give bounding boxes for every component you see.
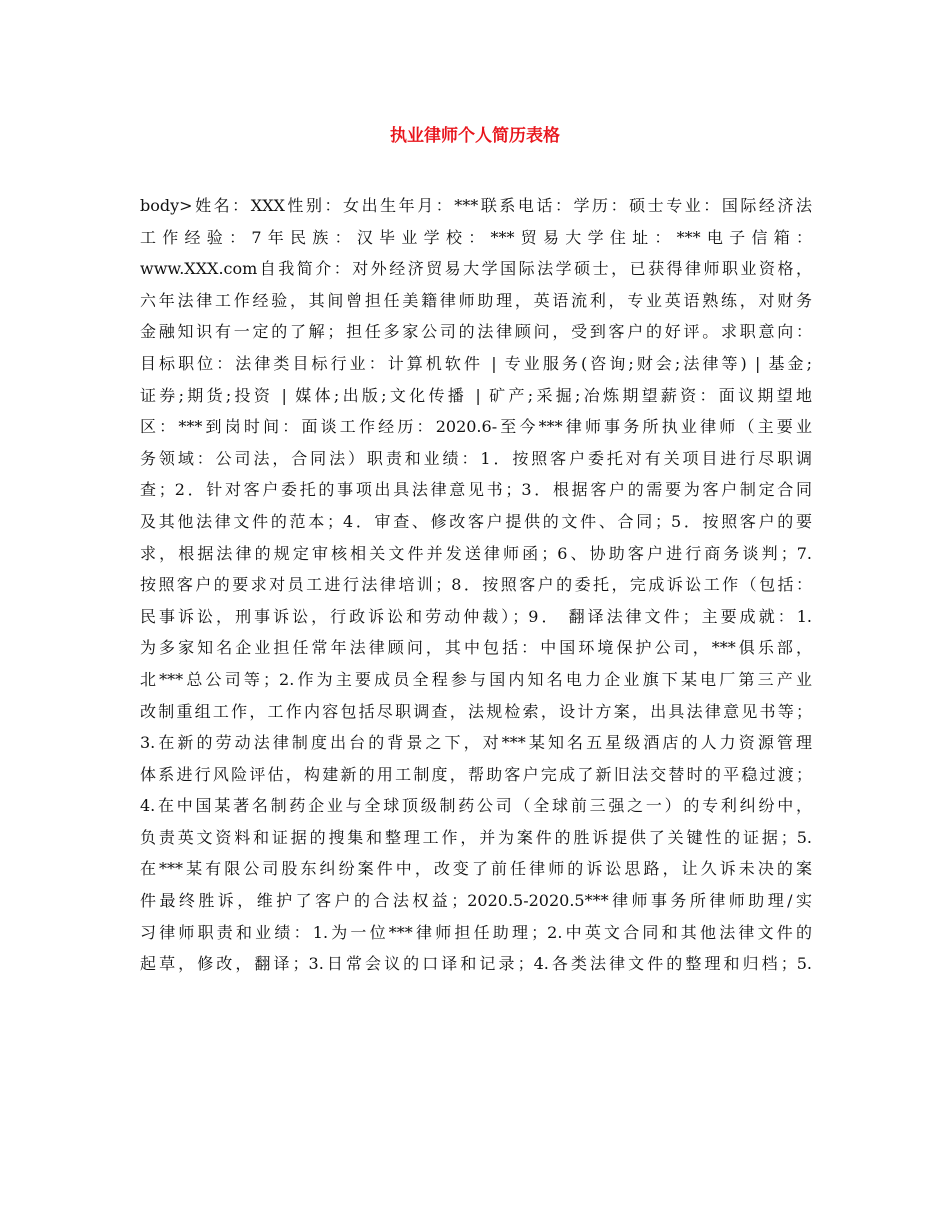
document-title: 执业律师个人简历表格 xyxy=(390,126,560,146)
body-line: 务领域：公司法，合同法）职责和业绩：1．按照客户委托对有关项目进行尽职调 xyxy=(140,448,812,468)
body-line: 3.在新的劳动法律制度出台的背景之下，对***某知名五星级酒店的人力资源管理 xyxy=(140,733,812,753)
body-line: 北***总公司等；2.作为主要成员全程参与国内知名电力企业旗下某电厂第三产业 xyxy=(140,669,812,689)
body-line: 查；2．针对客户委托的事项出具法律意见书；3．根据客户的需要为客户制定合同 xyxy=(140,480,812,500)
document-body xyxy=(140,190,812,980)
body-line: 改制重组工作，工作内容包括尽职调查，法规检索，设计方案，出具法律意见书等； xyxy=(140,701,812,721)
body-line: 4.在中国某著名制药企业与全球顶级制药公司（全球前三强之一）的专利纠纷中， xyxy=(140,796,812,816)
body-line: 求，根据法律的规定审核相关文件并发送律师函；6、协助客户进行商务谈判；7. xyxy=(140,543,812,563)
body-line: 在***某有限公司股东纠纷案件中，改变了前任律师的诉讼思路，让久诉未决的案 xyxy=(140,859,812,879)
body-line: 按照客户的要求对员工进行法律培训；8．按照客户的委托，完成诉讼工作（包括： xyxy=(140,575,812,595)
body-line: 民事诉讼，刑事诉讼，行政诉讼和劳动仲裁）；9． 翻译法律文件；主要成就：1. xyxy=(140,606,812,626)
body-line: 起草，修改，翻译；3.日常会议的口译和记录；4.各类法律文件的整理和归档；5. xyxy=(140,954,812,974)
body-line: 及其他法律文件的范本；4．审查、修改客户提供的文件、合同；5．按照客户的要 xyxy=(140,511,812,531)
body-line: 负责英文资料和证据的搜集和整理工作，并为案件的胜诉提供了关键性的证据；5. xyxy=(140,827,812,847)
body-line: 件最终胜诉，维护了客户的合法权益；2020.5-2020.5***律师事务所律师助理/实 xyxy=(140,891,812,911)
body-line: 体系进行风险评估，构建新的用工制度，帮助客户完成了新旧法交替时的平稳过渡； xyxy=(140,764,812,784)
body-line: 金融知识有一定的了解；担任多家公司的法律顾问，受到客户的好评。求职意向： xyxy=(140,322,812,342)
body-line: www.XXX.com自我简介：对外经济贸易大学国际法学硕士，已获得律师职业资格， xyxy=(140,259,812,279)
body-line: 习律师职责和业绩：1.为一位***律师担任助理；2.中英文合同和其他法律文件的 xyxy=(140,922,812,942)
body-line: 为多家知名企业担任常年法律顾问，其中包括：中国环境保护公司，***俱乐部， xyxy=(140,638,812,658)
body-line: 区：***到岗时间：面谈工作经历：2020.6-至今***律师事务所执业律师（主要业 xyxy=(140,417,812,437)
body-line: body>姓名：XXX性别：女出生年月：***联系电话：学历：硕士专业：国际经济法 xyxy=(140,196,812,215)
body-line: 证券;期货;投资 | 媒体;出版;文化传播 | 矿产;采掘;冶炼期望薪资：面议期望地 xyxy=(140,385,812,405)
body-line: 六年法律工作经验，其间曾担任美籍律师助理，英语流利，专业英语熟练，对财务 xyxy=(140,290,812,310)
body-line: 工作经验：7年民族：汉毕业学校：***贸易大学住址：***电子信箱： xyxy=(140,227,812,247)
body-line: 目标职位：法律类目标行业：计算机软件 | 专业服务(咨询;财会;法律等) | 基金; xyxy=(140,353,812,373)
